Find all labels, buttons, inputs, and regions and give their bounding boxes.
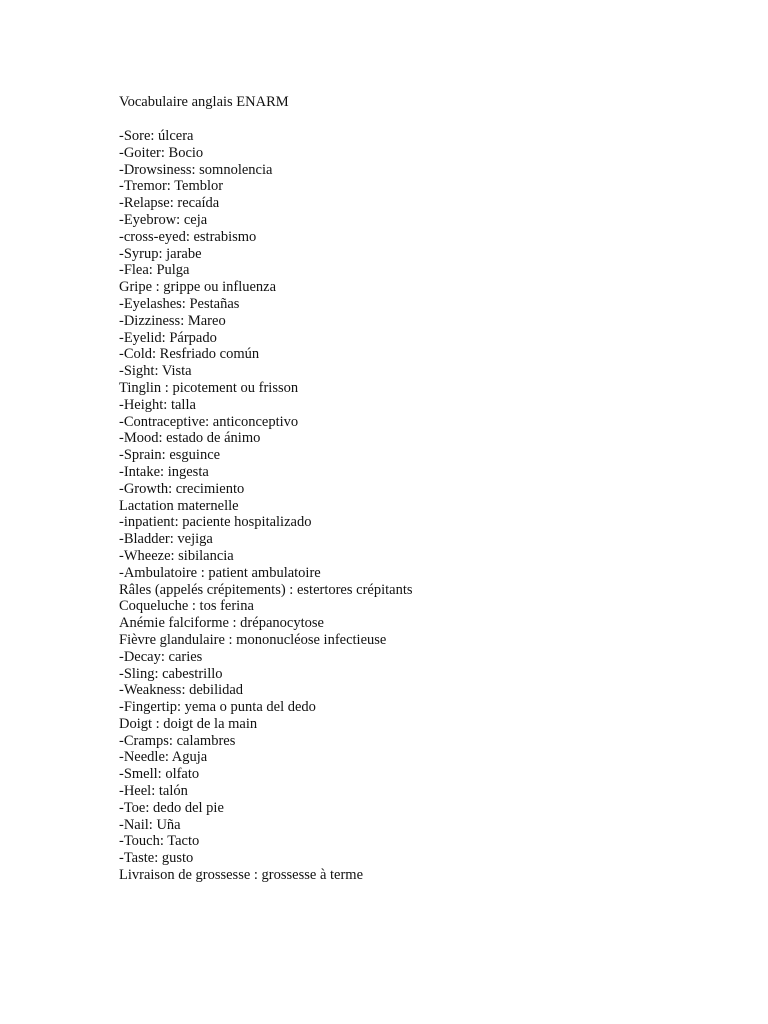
list-item: -cross-eyed: estrabismo (119, 228, 257, 245)
list-item: -Fingertip: yema o punta del dedo (119, 699, 316, 716)
list-item: -Tremor: Temblor (119, 178, 224, 195)
list-item: -inpatient: paciente hospitalizado (119, 514, 312, 531)
list-item: Doigt : doigt de la main (119, 715, 258, 732)
list-item: -Eyebrow: ceja (119, 211, 208, 228)
list-item: -Needle: Aguja (119, 749, 208, 766)
vocabulary-list (119, 128, 413, 884)
document-title: Vocabulaire anglais ENARM (119, 94, 289, 110)
list-item: -Wheeze: sibilancia (119, 547, 234, 564)
list-item: Coqueluche : tos ferina (119, 598, 254, 615)
list-item: -Goiter: Bocio (119, 144, 204, 161)
list-item: -Toe: dedo del pie (119, 799, 224, 816)
list-item: -Cramps: calambres (119, 732, 236, 749)
list-item: -Sore: úlcera (119, 128, 194, 144)
list-item: -Height: talla (119, 396, 196, 413)
list-item: -Drowsiness: somnolencia (119, 161, 273, 178)
list-item: -Sight: Vista (119, 363, 192, 380)
list-item: -Eyelashes: Pestañas (119, 295, 240, 312)
list-item: -Mood: estado de ánimo (119, 430, 261, 447)
list-item: -Taste: gusto (119, 850, 194, 867)
list-item: -Flea: Pulga (119, 262, 190, 279)
list-item: -Touch: Tacto (119, 833, 200, 850)
list-item: -Dizziness: Mareo (119, 312, 226, 329)
list-item: -Decay: caries (119, 648, 203, 665)
list-item: -Growth: crecimiento (119, 480, 245, 497)
list-item: -Ambulatoire : patient ambulatoire (119, 564, 321, 581)
list-item: Râles (appelés crépitements) : estertores crépitants (119, 581, 413, 598)
list-item: -Relapse: recaída (119, 195, 220, 212)
list-item: -Heel: talón (119, 783, 188, 800)
list-item: -Contraceptive: anticonceptivo (119, 413, 299, 430)
list-item: Gripe : grippe ou influenza (119, 279, 277, 296)
list-item: Livraison de grossesse : grossesse à terme (119, 867, 364, 884)
list-item: Tinglin : picotement ou frisson (119, 379, 299, 396)
list-item: -Weakness: debilidad (119, 682, 244, 699)
list-item: Lactation maternelle (119, 497, 239, 514)
list-item: -Nail: Uña (119, 816, 181, 833)
list-item: -Cold: Resfriado común (119, 346, 260, 363)
list-item: -Eyelid: Párpado (119, 329, 217, 346)
list-item: Anémie falciforme : drépanocytose (119, 615, 324, 632)
list-item: -Bladder: vejiga (119, 531, 213, 548)
list-item: -Sprain: esguince (119, 447, 221, 464)
list-item: -Syrup: jarabe (119, 245, 202, 262)
list-item: -Smell: olfato (119, 766, 200, 783)
list-item: Fièvre glandulaire : mononucléose infectieuse (119, 631, 387, 648)
list-item: -Intake: ingesta (119, 463, 209, 480)
list-item: -Sling: cabestrillo (119, 665, 223, 682)
